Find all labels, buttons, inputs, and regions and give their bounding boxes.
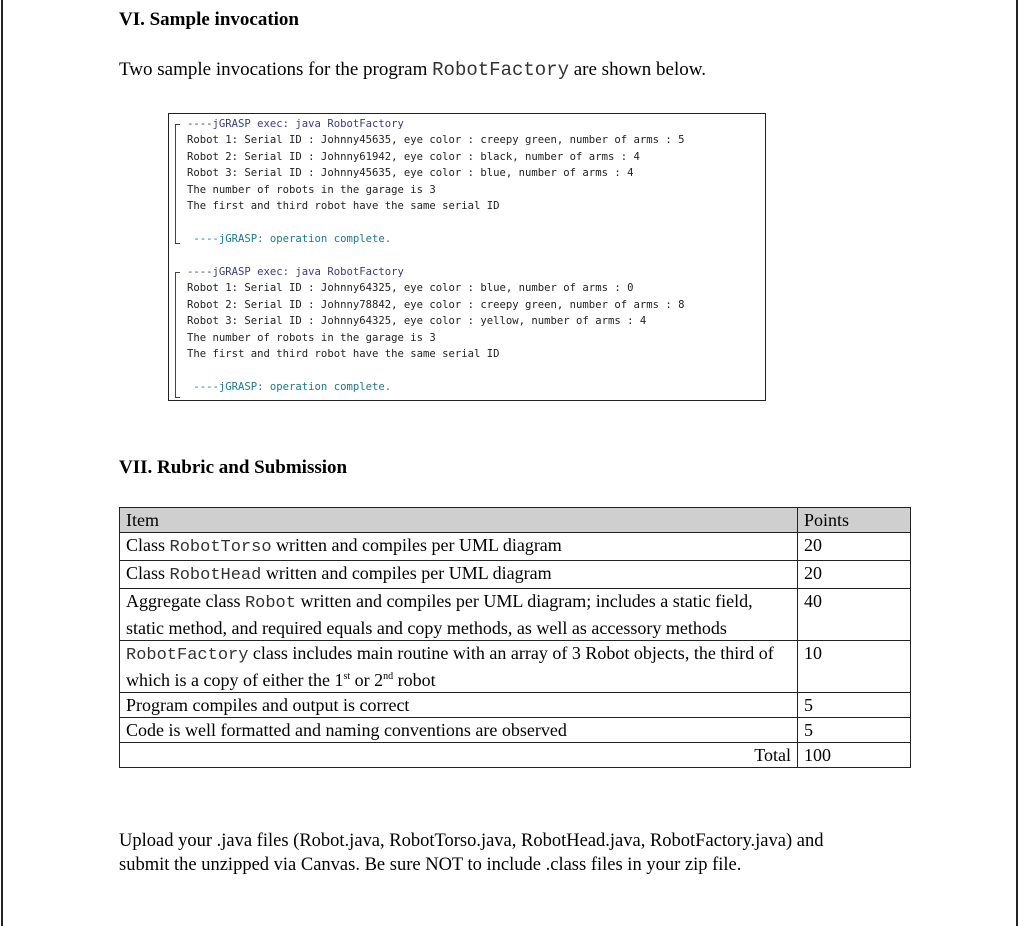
item-text: Class xyxy=(126,535,170,555)
rubric-table xyxy=(119,507,911,768)
total-row xyxy=(120,743,911,768)
row-points: 10 xyxy=(798,641,911,693)
row-item xyxy=(120,589,798,641)
table-row xyxy=(120,533,911,561)
row-item: Code is well formatted and naming conventions are observed xyxy=(120,718,798,743)
total-label: Total xyxy=(120,743,798,768)
console-line: ----jGRASP: operation complete. xyxy=(187,381,392,393)
submission-line: Upload your .java files (Robot.java, RobotTorso.java, RobotHead.java, RobotFactory.java) and xyxy=(119,831,824,851)
table-row xyxy=(120,641,911,693)
table-row xyxy=(120,693,911,718)
row-item xyxy=(120,561,798,589)
item-text: robot xyxy=(393,670,436,690)
superscript: nd xyxy=(383,671,394,682)
table-header-row xyxy=(120,508,911,533)
table-row xyxy=(120,718,911,743)
run1-bracket xyxy=(175,124,176,244)
header-points: Points xyxy=(798,508,911,533)
item-text: written and compiles per UML diagram xyxy=(261,563,552,583)
item-text: class includes main routine with an array of 3 Robot objects, the third of which is a copy of either the xyxy=(126,643,774,690)
intro-code-robotfactory: RobotFactory xyxy=(432,59,569,81)
console-line: The number of robots in the garage is 3 xyxy=(187,332,436,344)
row-item xyxy=(120,641,798,693)
console-line: ----jGRASP: operation complete. xyxy=(187,233,392,245)
console-line: Robot 1: Serial ID : Johnny45635, eye color : creepy green, number of arms : 5 xyxy=(187,134,685,146)
submission-line: submit the unzipped via Canvas. Be sure NOT to include .class files in your zip file. xyxy=(119,855,742,875)
console-line: The first and third robot have the same serial ID xyxy=(187,200,500,212)
item-code: RobotHead xyxy=(169,566,262,585)
table-row xyxy=(120,561,911,589)
item-code: RobotTorso xyxy=(169,538,272,557)
run2-bracket xyxy=(175,272,176,398)
console-line: ----jGRASP exec: java RobotFactory xyxy=(187,266,404,278)
intro-text-pre: Two sample invocations for the program xyxy=(119,59,433,80)
console-line: Robot 3: Serial ID : Johnny45635, eye color : blue, number of arms : 4 xyxy=(187,167,634,179)
superscript: st xyxy=(343,671,351,682)
console-line: Robot 2: Serial ID : Johnny61942, eye color : black, number of arms : 4 xyxy=(187,151,640,163)
total-points: 100 xyxy=(798,743,911,768)
item-text: or 2 xyxy=(350,670,384,690)
row-points: 40 xyxy=(798,589,911,641)
console-line: Robot 2: Serial ID : Johnny78842, eye color : creepy green, number of arms : 8 xyxy=(187,299,685,311)
item-text: Class xyxy=(126,563,170,583)
item-text: 1 xyxy=(334,670,344,690)
section-6-intro xyxy=(119,59,706,81)
row-points: 20 xyxy=(798,561,911,589)
header-item: Item xyxy=(120,508,798,533)
item-code: Robot xyxy=(244,594,296,613)
item-code: RobotFactory xyxy=(126,646,249,665)
console-line: The number of robots in the garage is 3 xyxy=(187,184,436,196)
item-text: Aggregate class xyxy=(126,591,245,611)
row-points: 5 xyxy=(798,718,911,743)
console-line: ----jGRASP exec: java RobotFactory xyxy=(187,118,404,130)
submission-instructions xyxy=(119,829,823,877)
section-6-heading: VI. Sample invocation xyxy=(119,9,299,30)
console-output xyxy=(168,113,766,401)
console-line: Robot 3: Serial ID : Johnny64325, eye color : yellow, number of arms : 4 xyxy=(187,315,647,327)
intro-text-post: are shown below. xyxy=(568,59,706,80)
row-item: Program compiles and output is correct xyxy=(120,693,798,718)
console-line: Robot 1: Serial ID : Johnny64325, eye color : blue, number of arms : 0 xyxy=(187,282,634,294)
row-points: 5 xyxy=(798,693,911,718)
item-text: written and compiles per UML diagram xyxy=(271,535,562,555)
section-7-heading: VII. Rubric and Submission xyxy=(119,457,348,478)
row-item xyxy=(120,533,798,561)
table-row xyxy=(120,589,911,641)
row-points: 20 xyxy=(798,533,911,561)
item-text: written and compiles per UML diagram; includes a static field, static method, and required equals and copy methods, as well as accessory methods xyxy=(126,591,753,638)
console-line: The first and third robot have the same serial ID xyxy=(187,348,500,360)
